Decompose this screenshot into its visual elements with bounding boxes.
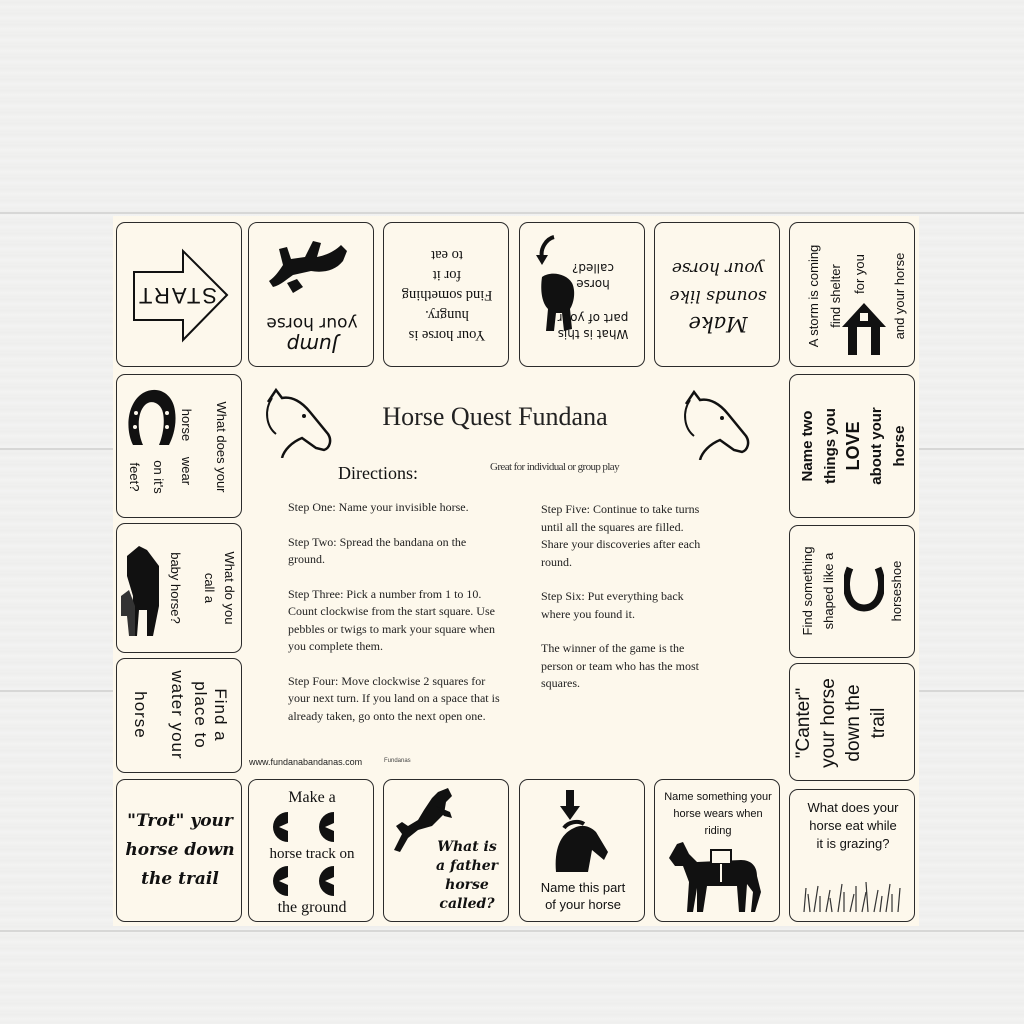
water-line1: Find a bbox=[211, 688, 230, 742]
father-line1: What is bbox=[437, 839, 497, 855]
father-line4: called? bbox=[439, 896, 495, 912]
start-label: START bbox=[136, 283, 218, 308]
step-five: Step Five: Continue to take turns until all the squares are filled. Share your discoveries after each round. bbox=[541, 502, 701, 569]
square-hungry[interactable] bbox=[383, 222, 509, 367]
game-subtitle: Great for individual or group play bbox=[490, 461, 619, 473]
wood-plank-seam bbox=[0, 212, 1024, 214]
square-shaped[interactable] bbox=[789, 525, 915, 658]
foal-and-mare-icon bbox=[119, 536, 167, 646]
track-line2: horse track on bbox=[269, 845, 355, 862]
love-line4: about your bbox=[867, 407, 885, 485]
square-wears[interactable] bbox=[654, 779, 780, 922]
wears-line2: horse wears when bbox=[673, 807, 763, 820]
barn-shelter-icon bbox=[840, 297, 888, 357]
square-track[interactable] bbox=[248, 779, 374, 922]
sounds-line3: your horse bbox=[671, 258, 765, 278]
hungry-line2: hungry. bbox=[425, 307, 469, 324]
jump-word: Jump bbox=[286, 333, 338, 357]
square-love[interactable] bbox=[789, 374, 915, 518]
step-two: Step Two: Spread the bandana on the ground. bbox=[288, 534, 467, 566]
part-top-line4: called? bbox=[572, 261, 614, 275]
shoe-line3: wear bbox=[179, 456, 195, 486]
square-baby[interactable] bbox=[116, 523, 242, 653]
step-three: Step Three: Pick a number from 1 to 10. Count clockwise from the start square. Use pebbles or twigs to mark your square when you complete them. bbox=[288, 586, 495, 653]
graze-line2: horse eat while bbox=[809, 818, 897, 833]
part-bottom-line2: of your horse bbox=[545, 897, 621, 912]
square-graze[interactable] bbox=[789, 789, 915, 922]
horseshoe-outline-icon bbox=[844, 562, 884, 614]
square-jump[interactable] bbox=[248, 222, 374, 367]
graze-line1: What does your bbox=[807, 800, 899, 815]
trot-line1: "Trot" your bbox=[127, 810, 233, 831]
love-line1: Name two bbox=[798, 410, 816, 482]
hungry-line3: Find something bbox=[401, 287, 493, 304]
graze-line3: it is grazing? bbox=[816, 836, 890, 851]
square-trot[interactable] bbox=[116, 779, 242, 922]
storm-line3: for you bbox=[851, 254, 867, 294]
square-part-bottom[interactable] bbox=[519, 779, 645, 922]
horseshoe-icon bbox=[123, 383, 179, 451]
shoe-line5: feet? bbox=[127, 462, 143, 492]
storm-line1: A storm is coming bbox=[805, 244, 821, 348]
website-url: www.fundanabandanas.com bbox=[249, 757, 363, 767]
water-line2: place to bbox=[191, 681, 210, 749]
hungry-line5: to eat bbox=[431, 247, 463, 264]
sounds-line2: sounds like bbox=[669, 286, 767, 306]
winner-rule: The winner of the game is the person or team who has the most squares. bbox=[541, 641, 699, 690]
square-storm[interactable] bbox=[789, 222, 915, 367]
storm-line2: find shelter bbox=[827, 264, 843, 328]
step-one: Step One: Name your invisible horse. bbox=[288, 500, 469, 514]
love-line5: horse bbox=[890, 425, 908, 467]
part-top-line3: horse bbox=[576, 277, 610, 291]
love-line2: things you bbox=[821, 408, 839, 484]
horse-head-right-icon bbox=[680, 380, 760, 460]
shoe-line4: on it's bbox=[151, 460, 167, 494]
shaped-line1: Find something bbox=[799, 546, 815, 636]
sounds-line1: Make bbox=[688, 312, 748, 336]
storm-line4: and your horse bbox=[891, 252, 907, 340]
water-line3: water your bbox=[168, 670, 187, 760]
baby-line2: call a bbox=[202, 572, 218, 604]
shoe-line1: What does your bbox=[214, 401, 230, 493]
square-sounds[interactable] bbox=[654, 222, 780, 367]
square-start[interactable] bbox=[116, 222, 242, 367]
grass-icon bbox=[800, 874, 904, 914]
wears-line3: riding bbox=[704, 824, 732, 837]
saddled-horse-icon bbox=[667, 836, 767, 916]
baby-line1: What do you bbox=[222, 551, 238, 625]
brand-mark: Fundanas bbox=[384, 758, 411, 764]
jump-line2: your horse bbox=[266, 313, 358, 333]
track-line1: Make a bbox=[288, 789, 336, 806]
father-line3: horse bbox=[445, 877, 489, 893]
canter-line1: "Canter" bbox=[793, 687, 814, 759]
part-top-line2: part of your bbox=[557, 311, 629, 325]
game-title: Horse Quest Fundana bbox=[382, 402, 608, 431]
trot-line2: horse down bbox=[125, 839, 235, 860]
shaped-line2: shaped like a bbox=[820, 552, 836, 630]
horse-head-with-arrow-icon bbox=[552, 790, 612, 872]
baby-line3: baby horse? bbox=[168, 552, 184, 624]
trot-line3: the trail bbox=[141, 868, 219, 889]
hungry-line1: Your horse is bbox=[408, 327, 486, 344]
steps-left-column bbox=[288, 499, 503, 742]
directions-heading: Directions: bbox=[338, 463, 418, 483]
canter-line4: trail bbox=[868, 707, 889, 739]
jumping-horse-icon bbox=[263, 227, 353, 302]
track-line3: the ground bbox=[277, 899, 347, 916]
step-four: Step Four: Move clockwise 2 squares for your next turn. If you land on a space that is already taken, go onto the next open one. bbox=[288, 673, 500, 723]
canter-line2: your horse bbox=[818, 678, 839, 768]
square-water[interactable] bbox=[116, 658, 242, 773]
hoof-prints-top-icon bbox=[271, 810, 351, 844]
hoof-prints-bottom-icon bbox=[271, 864, 351, 898]
square-shoe[interactable] bbox=[116, 374, 242, 518]
canter-line3: down the bbox=[843, 684, 864, 762]
steps-right-column bbox=[541, 501, 701, 710]
hungry-line4: for it bbox=[432, 267, 462, 284]
part-bottom-line1: Name this part bbox=[540, 880, 626, 895]
square-canter[interactable] bbox=[789, 663, 915, 781]
water-line4: horse bbox=[131, 691, 150, 739]
shoe-line2: horse bbox=[179, 408, 195, 442]
love-line3: LOVE bbox=[842, 421, 863, 471]
step-six: Step Six: Put everything back where you found it. bbox=[541, 589, 684, 621]
shaped-line3: horseshoe bbox=[888, 560, 904, 622]
square-part-top[interactable] bbox=[519, 222, 645, 367]
part-top-line1: What is this bbox=[557, 327, 629, 341]
square-father[interactable] bbox=[383, 779, 509, 922]
wood-plank-seam bbox=[0, 930, 1024, 932]
wears-line1: Name something your bbox=[664, 790, 772, 803]
father-line2: a father bbox=[436, 858, 498, 874]
